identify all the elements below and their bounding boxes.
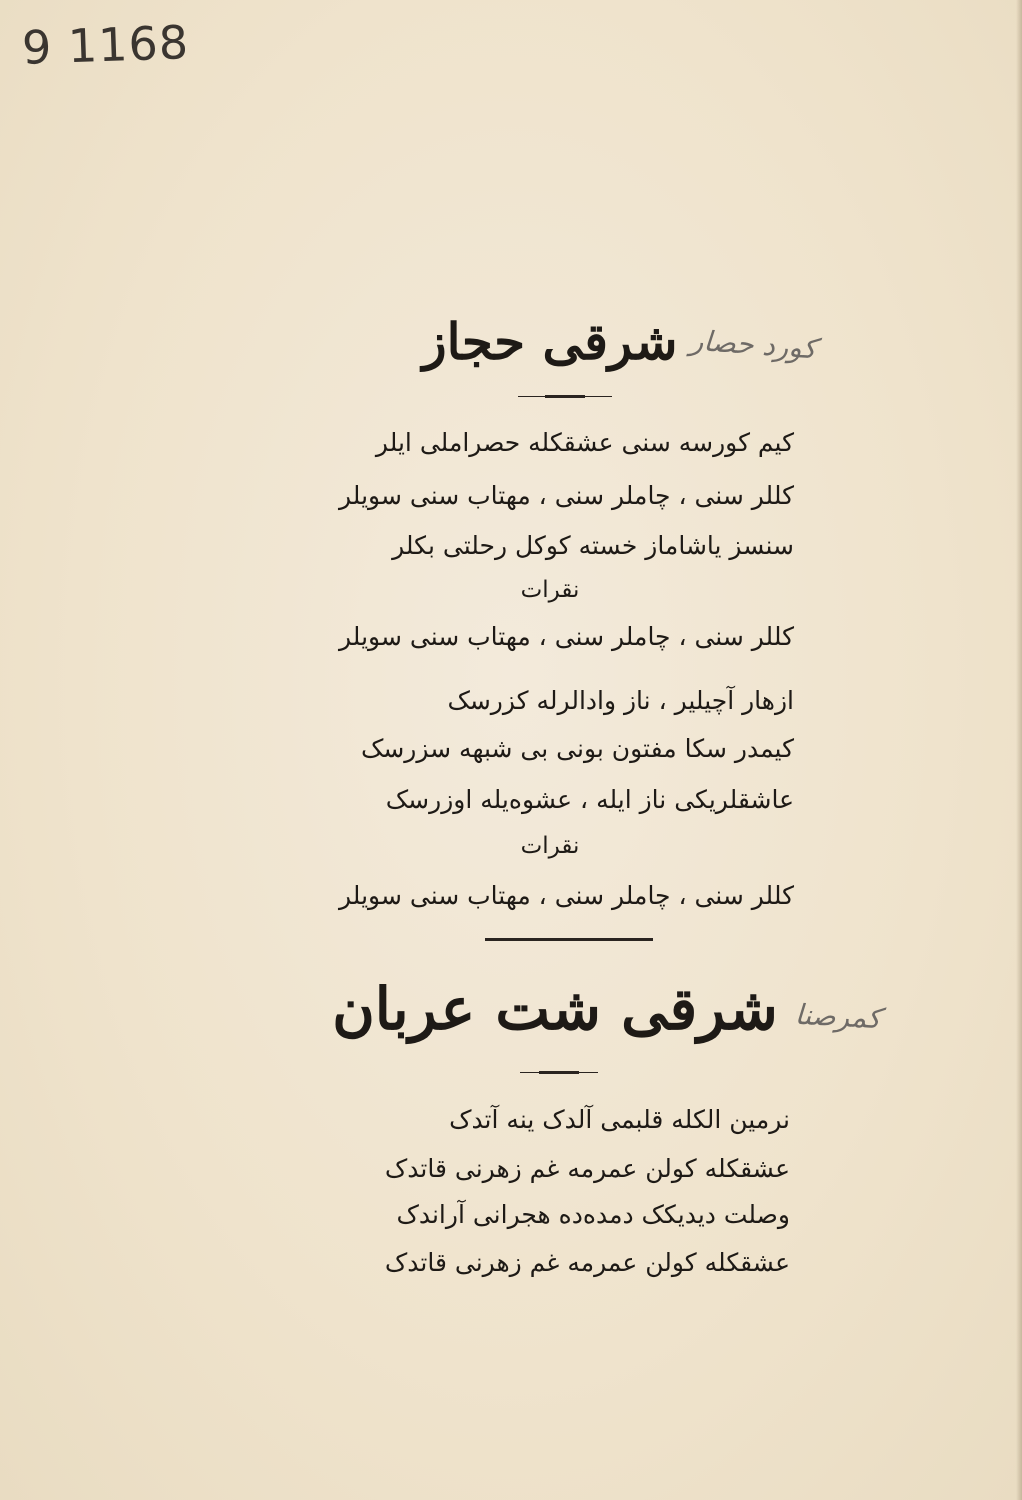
song-1-nakarat-label-1: نقرات (520, 577, 580, 603)
song-1-title: شرقی حجاز (422, 312, 678, 371)
song-2-title-divider (520, 1072, 598, 1073)
page-edge-shadow (1016, 0, 1022, 1500)
song-2-line-2: عشقکله کولن عمرمه غم زهرنی قاتدک (384, 1154, 790, 1183)
song-1-pencil-annotation: کورد حصار (689, 323, 818, 366)
song-1-stanza-2-line-3: عاشقلریکی ناز ایله ، عشوه‌یله اوزرسک (385, 785, 794, 814)
song-1-refrain-2: کللر سنی ، چاملر سنی ، مهتاب سنی سویلر (339, 881, 794, 910)
song-1-stanza-2-line-1: ازهار آچیلیر ، ناز وادالرله کزرسک (447, 686, 794, 715)
song-2-line-4: عشقکله کولن عمرمه غم زهرنی قاتدک (384, 1248, 790, 1277)
song-2-pencil-annotation: کمرصنا (794, 997, 882, 1036)
song-1-title-divider (518, 396, 612, 397)
song-1-line-2: کللر سنی ، چاملر سنی ، مهتاب سنی سویلر (339, 481, 794, 510)
handwritten-catalog-number: 9 1168 (21, 15, 190, 75)
song-1-refrain-1: کللر سنی ، چاملر سنی ، مهتاب سنی سویلر (339, 622, 794, 651)
song-2-line-1: نرمین الکله قلبمی آلدک ینه آتدک (449, 1105, 790, 1134)
song-2-title: شرقی شت عربان (332, 975, 778, 1043)
song-1-stanza-2-line-2: کیمدر سکا مفتون بونی بی شبهه سزرسک (360, 734, 794, 763)
song-1-nakarat-label-2: نقرات (520, 833, 580, 859)
song-1-line-3: سنسز یاشاماز خسته کوکل رحلتی بکلر (392, 531, 794, 560)
song-1-line-1: کیم کورسه سنی عشقکله حصراملی ایلر (375, 428, 794, 457)
song-2-line-3: وصلت دیدیکک دمده‌ده هجرانی آراندک (396, 1200, 790, 1229)
section-divider (485, 938, 653, 941)
